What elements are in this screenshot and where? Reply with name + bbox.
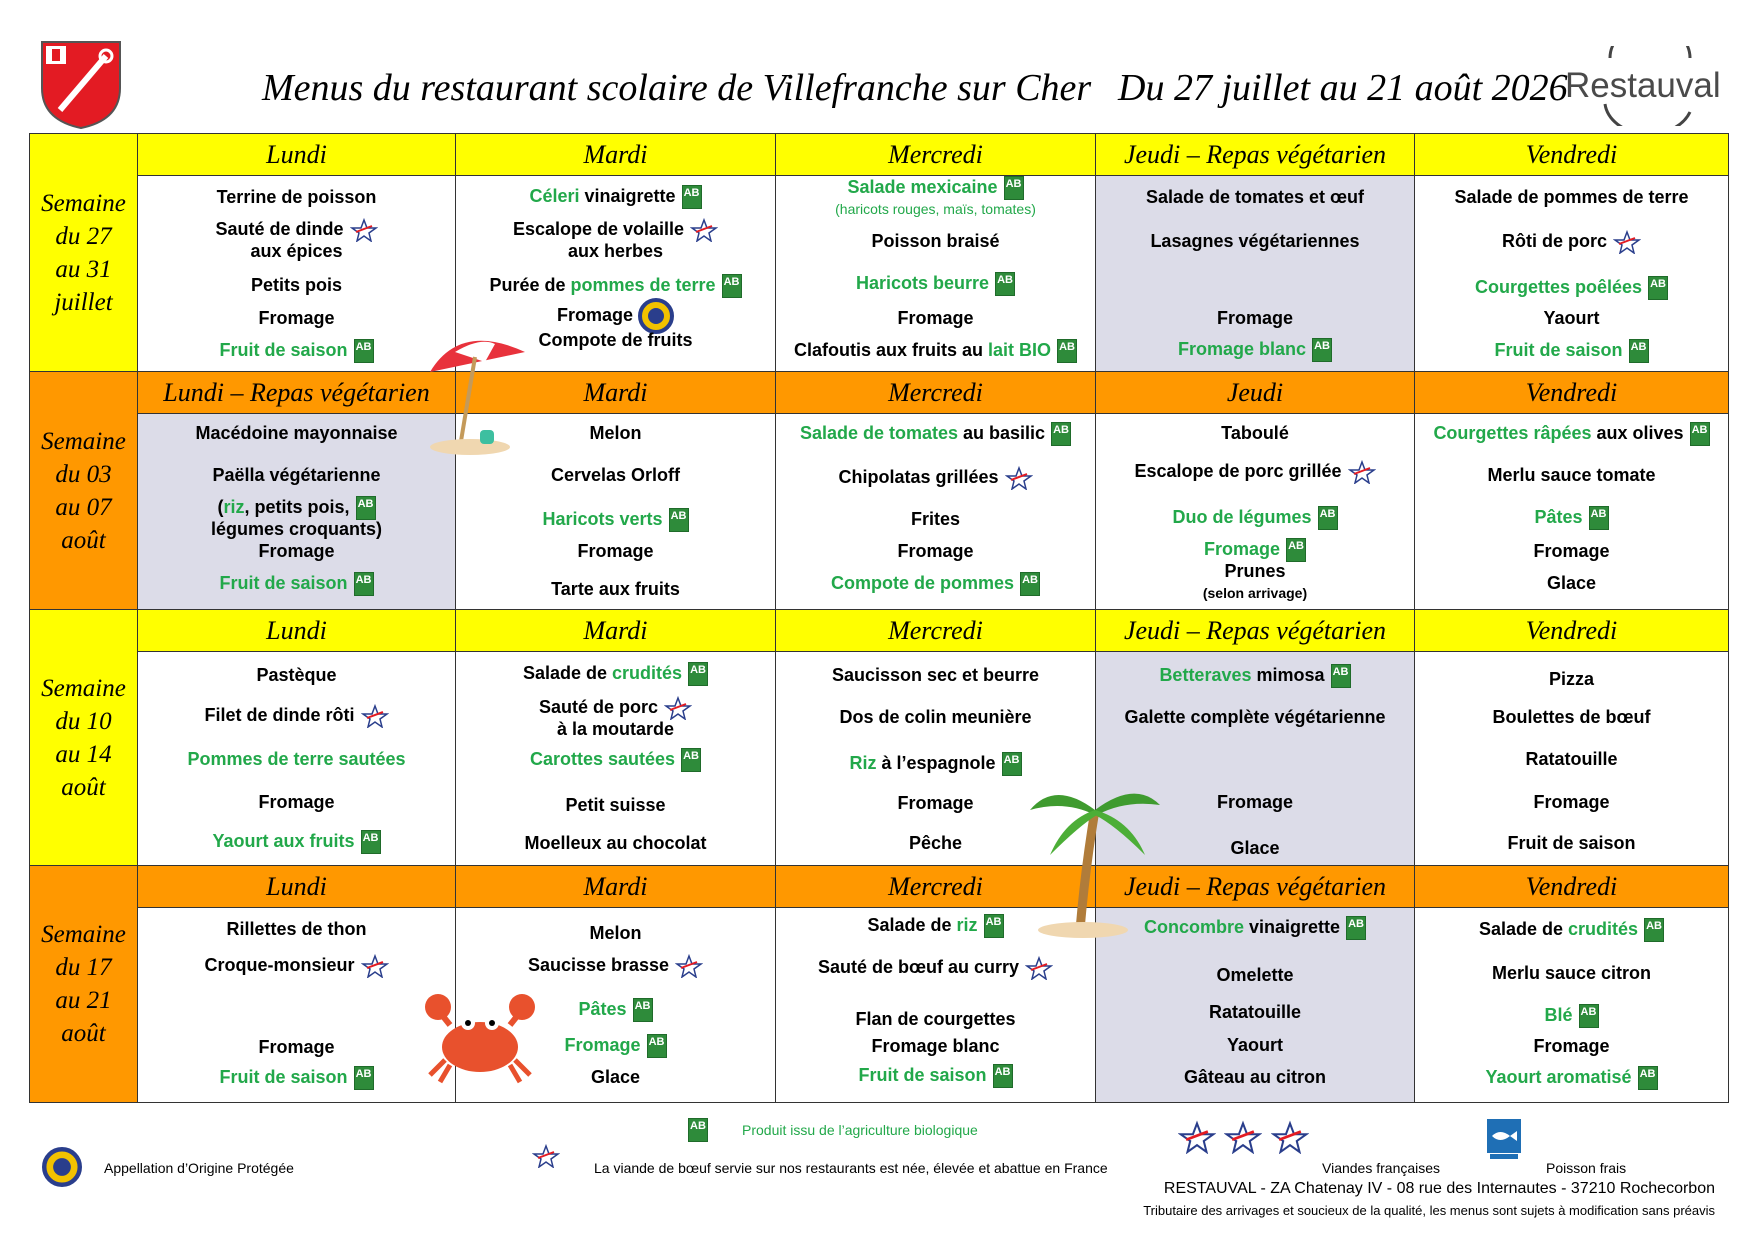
menu-item: Merlu sauce tomate [1487, 465, 1656, 485]
viande-francaise-icon [1613, 230, 1641, 254]
page-title: Menus du restaurant scolaire de Villefranche sur Cher [262, 67, 1092, 109]
beach-umbrella-icon [425, 322, 535, 457]
menu-item: Flan de courgettes [855, 1009, 1016, 1029]
menu-item: Tarte aux fruits [551, 579, 680, 599]
menu-item: à la moutarde [556, 719, 675, 739]
menu-item-text: haricots rouges, maïs, tomates) [839, 201, 1036, 217]
viande-francaise-icon [690, 218, 718, 242]
town-crest-logo [40, 40, 122, 130]
day-header: Mercredi [776, 372, 1095, 414]
week-label-line: Semaine [41, 427, 126, 455]
menu-item [776, 198, 1095, 220]
menu-item [776, 422, 1095, 446]
day-header: Mercredi [776, 866, 1095, 908]
menu-item-text: Rôti de porc [1501, 231, 1607, 251]
menu-item: Macédoine mayonnaise [195, 423, 398, 443]
menu-item: Fromage [258, 1037, 335, 1057]
day-column [138, 372, 456, 609]
menu-item: Ratatouille [1208, 1002, 1301, 1022]
ab-organic-icon: AB [993, 1064, 1013, 1088]
day-column [776, 134, 1096, 371]
ab-organic-icon: AB [1579, 1004, 1599, 1028]
menu-item-text: Croque-monsieur [204, 955, 355, 975]
week-label-line: Semaine [41, 921, 126, 948]
day-header: Mercredi [776, 610, 1095, 652]
menu-item: Galette complète végétarienne [1124, 707, 1386, 727]
menu-item-text: Pâtes [1534, 507, 1583, 527]
menu-item: Fromage [1533, 541, 1610, 561]
menu-item: Pommes de terre sautées [187, 749, 406, 769]
menu-item [1096, 538, 1414, 562]
menu-item: Melon [589, 923, 642, 943]
ab-organic-icon: AB [354, 1066, 374, 1090]
menu-item: Pêche [908, 833, 963, 853]
menu-item: Fromage [577, 541, 654, 561]
week-label-line: juillet [54, 288, 113, 316]
menu-item [138, 339, 455, 363]
day-header: Mardi [456, 866, 775, 908]
menu-dates: Du 27 juillet au 21 août 2026 [1118, 67, 1568, 109]
brand-name: Restauval [1565, 66, 1721, 105]
menu-item: Compote de fruits [538, 330, 693, 350]
poisson-frais-icon [1486, 1118, 1522, 1160]
viande-francaise-icon [675, 954, 703, 978]
menu-item: Petits pois [250, 275, 343, 295]
menu-item: Cervelas Orloff [550, 465, 681, 485]
menu-item: Pizza [1548, 669, 1595, 689]
viande-francaise-icon [1005, 466, 1033, 490]
viande-francaise-icon [532, 1144, 560, 1168]
menu-item [138, 1066, 455, 1090]
day-header: Vendredi [1415, 372, 1728, 414]
menu-item-text: Escalope de porc grillée [1134, 461, 1342, 481]
menu-item-text: ( [835, 201, 840, 217]
menu-item: Fromage blanc [871, 1036, 1000, 1056]
menu-item-text: Compote de pommes [830, 573, 1015, 593]
menu-item: Petit suisse [565, 795, 666, 815]
menu-item: Poisson braisé [871, 231, 1000, 251]
menu-item-text: Courgettes râpées [1433, 423, 1592, 443]
menu-item: aux épices [250, 241, 343, 261]
day-column [1415, 610, 1728, 865]
menu-item: (selon arrivage) [1202, 585, 1308, 601]
menu-item-text: , petits pois, [244, 497, 350, 517]
menu-item: Fromage [258, 792, 335, 812]
palm-tree-icon [1025, 770, 1165, 940]
menu-item: Paëlla végétarienne [212, 465, 381, 485]
week-label-line: au 07 [55, 493, 112, 521]
menu-item [1415, 1004, 1728, 1028]
menu-item: Salade de tomates et œuf [1145, 187, 1365, 207]
day-header: Mardi [456, 134, 775, 176]
menu-item: Terrine de poisson [216, 187, 377, 207]
ab-organic-icon: AB [633, 998, 653, 1022]
ab-organic-icon: AB [995, 272, 1015, 296]
day-header: Vendredi [1415, 134, 1728, 176]
menu-item [1415, 506, 1728, 530]
menu-item: Gâteau au citron [1183, 1067, 1327, 1087]
crab-icon [420, 985, 540, 1090]
legend-organic: Produit issu de l’agriculture biologique [742, 1122, 978, 1138]
legend-fish: Poisson frais [1546, 1160, 1627, 1176]
day-header: Lundi – Repas végétarien [138, 372, 455, 414]
menu-item-text: Yaourt aromatisé [1485, 1067, 1632, 1087]
menu-item-text: Purée de [489, 275, 566, 295]
ab-organic-icon: AB [1644, 918, 1664, 942]
ab-organic-icon: AB [354, 572, 374, 596]
restauval-logo [1565, 46, 1721, 126]
day-header: Jeudi – Repas végétarien [1096, 610, 1414, 652]
menu-item-text: Fromage [1203, 539, 1281, 559]
menu-item [1096, 664, 1414, 688]
ab-organic-icon: AB [1051, 422, 1071, 446]
menu-grid [29, 133, 1729, 1103]
menu-item-text: Salade de tomates [799, 423, 958, 443]
day-header: Jeudi – Repas végétarien [1096, 866, 1414, 908]
week-label-line: du 27 [55, 222, 112, 250]
ab-organic-icon: AB [688, 1118, 708, 1142]
day-header: Mardi [456, 610, 775, 652]
menu-item-text: vinaigrette [1249, 917, 1341, 937]
ab-organic-icon: AB [1020, 572, 1040, 596]
menu-item-text: Sauté de dinde [215, 219, 344, 239]
menu-item [776, 272, 1095, 296]
menu-item-text: Courgettes poêlées [1474, 277, 1643, 297]
menu-item [1415, 230, 1728, 254]
day-column [456, 610, 776, 865]
day-header: Mercredi [776, 134, 1095, 176]
day-header: Lundi [138, 134, 455, 176]
week-label-line: du 03 [55, 460, 112, 488]
menu-item-text: Carottes sautées [529, 749, 676, 769]
menu-item-text: Salade de [522, 663, 607, 683]
ab-organic-icon: AB [354, 339, 374, 363]
menu-item [456, 748, 775, 772]
menu-item: Glace [1546, 573, 1597, 593]
menu-item: Pastèque [256, 665, 337, 685]
menu-item [138, 830, 455, 854]
menu-item: Boulettes de bœuf [1492, 707, 1651, 727]
day-column [138, 610, 456, 865]
ab-organic-icon: AB [361, 830, 381, 854]
day-column [1096, 372, 1415, 609]
menu-item [456, 274, 775, 298]
menu-item [1415, 339, 1728, 363]
menu-item [1096, 506, 1414, 530]
menu-item-text: Fromage [556, 304, 633, 325]
french-meat-labels [1176, 1120, 1311, 1154]
menu-item [456, 185, 775, 209]
week-row [30, 372, 1728, 610]
menu-item [138, 572, 455, 596]
ab-organic-icon: AB [1648, 276, 1668, 300]
menu-item [776, 176, 1095, 200]
menu-item-text: Riz [849, 753, 877, 773]
menu-item: aux herbes [567, 241, 664, 261]
viande-francaise-icon [664, 696, 692, 720]
menu-item-text: Haricots verts [542, 509, 663, 529]
day-header: Vendredi [1415, 866, 1728, 908]
ab-organic-icon: AB [1346, 916, 1366, 940]
menu-item: Taboulé [1221, 423, 1289, 443]
menu-item-text: Saucisse brasse [527, 955, 670, 975]
menu-item-text: Clafoutis aux fruits au [793, 340, 983, 360]
menu-item: Salade de pommes de terre [1454, 187, 1689, 207]
aop-icon [42, 1147, 82, 1187]
ab-organic-icon: AB [1629, 339, 1649, 363]
menu-item-text: aux olives [1596, 423, 1684, 443]
ab-organic-icon: AB [356, 496, 376, 520]
menu-item-text: Fruit de saison [858, 1065, 987, 1085]
menu-item: Yaourt [1543, 308, 1600, 328]
menu-item [776, 339, 1095, 363]
menu-item: Ratatouille [1525, 749, 1618, 769]
ab-organic-icon: AB [1589, 506, 1609, 530]
menu-item [776, 1064, 1095, 1088]
volaille-francaise-icon [1224, 1120, 1262, 1154]
menu-item: Prunes [1224, 561, 1286, 581]
menu-item: Fromage [1216, 792, 1294, 812]
ab-organic-icon: AB [688, 662, 708, 686]
menu-item: Glace [590, 1067, 641, 1087]
menu-item: Dos de colin meunière [839, 707, 1032, 727]
menu-item: légumes croquants) [210, 519, 383, 539]
menu-item-text: Céleri [529, 186, 580, 206]
menu-item: Frites [910, 509, 961, 529]
menu-item [1415, 1066, 1728, 1090]
menu-item-text: Fruit de saison [1494, 340, 1623, 360]
menu-item: Moelleux au chocolat [524, 833, 707, 853]
menu-item: Melon [589, 423, 642, 443]
ab-organic-icon: AB [722, 274, 742, 298]
ab-organic-icon: AB [1638, 1066, 1658, 1090]
menu-item: Yaourt [1226, 1035, 1283, 1055]
menu-item-text: Fruit de saison [219, 340, 348, 360]
week-label-line: août [61, 773, 106, 801]
viande-francaise-icon [361, 704, 389, 728]
menu-item [1096, 338, 1414, 362]
day-column [138, 134, 456, 371]
menu-item [138, 704, 455, 728]
menu-item-text: Concombre [1143, 917, 1244, 937]
menu-item: Fruit de saison [1507, 833, 1636, 853]
week-row [30, 866, 1728, 1102]
ab-organic-icon: AB [681, 748, 701, 772]
menu-item [456, 954, 775, 978]
menu-item [138, 496, 455, 520]
menu-item [776, 572, 1095, 596]
day-header: Lundi [138, 866, 455, 908]
menu-item-text: Pâtes [578, 999, 627, 1019]
menu-item-text: riz [956, 915, 978, 935]
menu-item-text: Salade mexicaine [847, 177, 998, 197]
menu-item-text: pommes de terre [570, 275, 716, 295]
porc-francais-icon [1271, 1120, 1309, 1154]
week-label-line: du 10 [55, 707, 112, 735]
menu-item [776, 956, 1095, 980]
menu-item-text: Betteraves [1159, 665, 1252, 685]
menu-item [456, 696, 775, 720]
day-column [776, 372, 1096, 609]
day-header: Lundi [138, 610, 455, 652]
menu-item-text: Fruit de saison [219, 1067, 348, 1087]
ab-organic-icon: AB [1057, 339, 1077, 363]
menu-item-text: au basilic [963, 423, 1046, 443]
menu-item: Fromage [897, 308, 974, 328]
day-column [1415, 866, 1728, 1102]
menu-item-text: Salade de [1478, 919, 1563, 939]
menu-item-text: Blé [1544, 1005, 1573, 1025]
ab-organic-icon: AB [1331, 664, 1351, 688]
week-label-line: du 17 [55, 954, 112, 981]
week-row [30, 610, 1728, 866]
menu-item-text: Chipolatas grillées [838, 467, 999, 487]
day-column [1415, 134, 1728, 371]
menu-item: Saucisson sec et beurre [831, 665, 1040, 685]
menu-item-text: Filet de dinde rôti [204, 705, 355, 725]
menu-item [138, 218, 455, 242]
week-label-line: au 14 [55, 740, 112, 768]
viande-francaise-icon [1348, 460, 1376, 484]
menu-item [1415, 422, 1728, 446]
legend-meat: Viandes françaises [1322, 1160, 1441, 1176]
menu-item: Merlu sauce citron [1491, 963, 1652, 983]
week-label-line: août [61, 526, 106, 554]
day-column [138, 866, 456, 1102]
menu-item-text: ( [217, 497, 224, 517]
menu-item-text: vinaigrette [584, 186, 676, 206]
ab-organic-icon: AB [647, 1034, 667, 1058]
ab-organic-icon: AB [1690, 422, 1710, 446]
menu-item: Fromage [897, 793, 974, 813]
menu-item-text: Sauté de porc [538, 697, 659, 717]
menu-item [456, 508, 775, 532]
legend-beef: La viande de bœuf servie sur nos restaurants est née, élevée et abattue en France [594, 1160, 1108, 1176]
ab-organic-icon: AB [1002, 752, 1022, 776]
ab-organic-icon: AB [669, 508, 689, 532]
menu-item: Lasagnes végétariennes [1150, 231, 1360, 251]
viande-francaise-icon [1025, 956, 1053, 980]
menu-item-text: Haricots beurre [855, 273, 990, 293]
ab-organic-icon: AB [1286, 538, 1306, 562]
day-header: Vendredi [1415, 610, 1728, 652]
menu-item [1096, 460, 1414, 484]
menu-item [138, 954, 455, 978]
menu-item: Fromage [258, 541, 335, 561]
menu-item [776, 466, 1095, 490]
viande-francaise-icon [350, 218, 378, 242]
menu-item-text: Escalope de volaille [512, 219, 685, 239]
day-header: Jeudi – Repas végétarien [1096, 134, 1414, 176]
menu-item-text: crudités [1568, 919, 1639, 939]
week-label [30, 134, 138, 371]
menu-item [456, 662, 775, 686]
menu-item: Omelette [1216, 965, 1294, 985]
menu-item-text: mimosa [1256, 665, 1325, 685]
footer-address: RESTAUVAL - ZA Chatenay IV - 08 rue des Internautes - 37210 Rochecorbon [1163, 1180, 1715, 1197]
menu-item-text: Yaourt aux fruits [212, 831, 355, 851]
menu-item [1415, 276, 1728, 300]
menu-item-text: Sauté de bœuf au curry [817, 957, 1020, 977]
legend-aop: Appellation d’Origine Protégée [104, 1160, 294, 1176]
menu-item: Fromage [1216, 308, 1294, 328]
viande-francaise-icon [361, 954, 389, 978]
menu-item-text: à l’espagnole [881, 753, 996, 773]
week-label [30, 372, 138, 609]
week-label-line: août [61, 1020, 106, 1047]
ab-organic-icon: AB [682, 185, 702, 209]
menu-item: Fromage [897, 541, 974, 561]
week-label [30, 610, 138, 865]
menu-item-text: Duo de légumes [1172, 507, 1312, 527]
footer-disclaimer: Tributaire des arrivages et soucieux de la qualité, les menus sont sujets à modification sans préavis [1143, 1203, 1715, 1218]
menu-item [1415, 918, 1728, 942]
menu-item-text: riz [223, 497, 245, 517]
menu-item: Fromage [258, 308, 335, 328]
week-label-line: au 31 [55, 255, 112, 283]
menu-item [456, 218, 775, 242]
week-label-line: Semaine [41, 674, 126, 702]
ab-organic-icon: AB [1312, 338, 1332, 362]
menu-item-text: crudités [612, 663, 683, 683]
week-label-line: Semaine [41, 189, 126, 217]
ab-organic-icon: AB [984, 914, 1004, 938]
menu-item: Rillettes de thon [226, 919, 367, 939]
week-row [30, 134, 1728, 372]
ab-organic-icon: AB [1318, 506, 1338, 530]
week-label-line: au 21 [55, 987, 112, 1014]
menu-item-text: Fromage blanc [1177, 339, 1307, 359]
menu-item: Glace [1230, 838, 1280, 858]
viande-francaise-icon [1178, 1120, 1216, 1154]
day-header: Jeudi [1096, 372, 1414, 414]
day-column [1415, 372, 1728, 609]
menu-item-text: Fromage [564, 1035, 641, 1055]
menu-item-text: Salade de [867, 915, 952, 935]
menu-item-text: Fruit de saison [219, 573, 348, 593]
day-column [1096, 134, 1415, 371]
week-label [30, 866, 138, 1102]
ab-organic-icon: AB [1004, 176, 1024, 200]
menu-item: Fromage [1533, 1036, 1610, 1056]
menu-item: Fromage [1533, 792, 1610, 812]
day-header: Mardi [456, 372, 775, 414]
menu-item-text: lait BIO [988, 340, 1052, 360]
